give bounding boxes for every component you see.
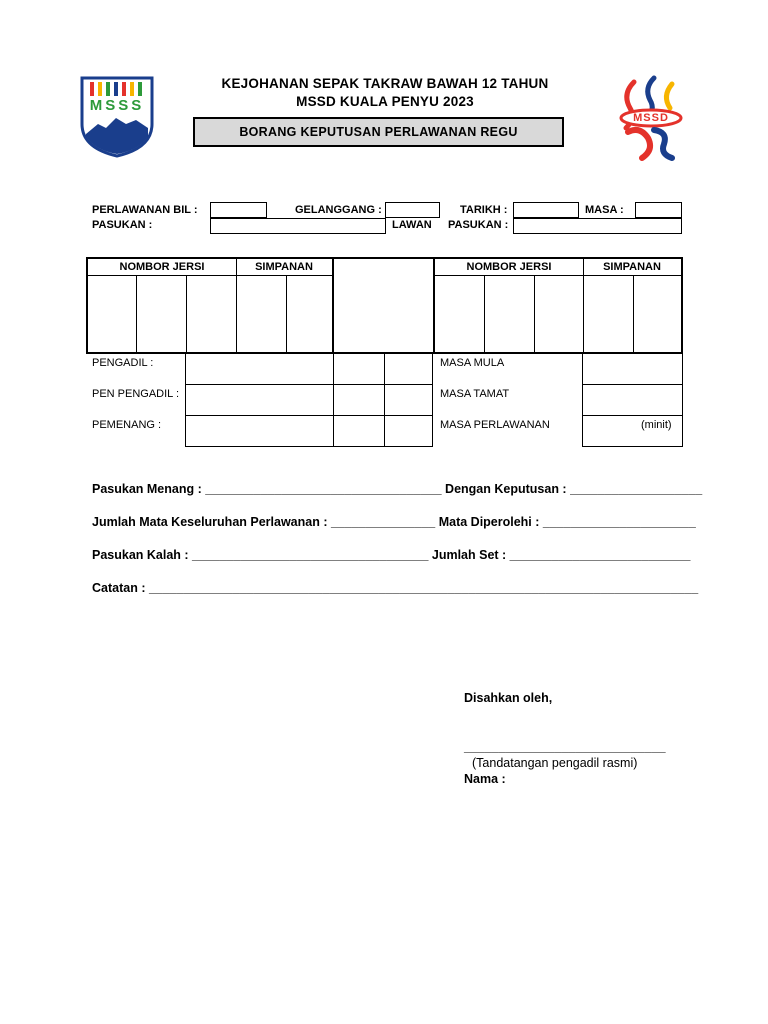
pasukan-kalah-row[interactable]: Pasukan Kalah : __________________________________ Jumlah Set : __________________________	[92, 548, 691, 562]
pemenang-label: PEMENANG :	[92, 419, 162, 431]
perlawanan-bil-field[interactable]	[210, 202, 267, 218]
simpanan-header-2: SIMPANAN	[603, 261, 661, 273]
time-grid	[582, 354, 683, 447]
jumlah-mata-row[interactable]: Jumlah Mata Keseluruhan Perlawanan : _______________ Mata Diperolehi : ______________________	[92, 515, 696, 529]
disahkan-label: Disahkan oleh,	[464, 691, 553, 705]
nama-label: Nama :	[464, 772, 506, 786]
tarikh-field[interactable]	[513, 202, 579, 218]
form-title: BORANG KEPUTUSAN PERLAWANAN REGU	[193, 117, 564, 147]
nombor-jersi-header: NOMBOR JERSI	[119, 261, 205, 273]
lawan-label: LAWAN	[392, 219, 432, 231]
tarikh-label: TARIKH :	[460, 204, 508, 216]
mssd-logo-text: MSSD	[633, 112, 669, 124]
msss-logo	[80, 76, 154, 158]
officials-grid	[185, 354, 433, 447]
pen-pengadil-label: PEN PENGADIL :	[92, 388, 180, 400]
masa-field[interactable]	[635, 202, 682, 218]
simpanan-header: SIMPANAN	[255, 261, 313, 273]
tandatangan-label: (Tandatangan pengadil rasmi)	[472, 756, 638, 770]
msss-logo-text: MSSS	[89, 97, 145, 114]
signature-line[interactable]: _____________________________	[464, 740, 666, 754]
pasukan-label: PASUKAN :	[92, 219, 153, 231]
jersey-table-right	[433, 257, 683, 354]
tournament-subtitle: MSSD KUALA PENYU 2023	[296, 94, 474, 109]
masa-mula-label: MASA MULA	[440, 357, 505, 369]
gelanggang-field[interactable]	[385, 202, 440, 218]
pasukan-menang-row[interactable]: Pasukan Menang : __________________________________ Dengan Keputusan : ___________________	[92, 482, 703, 496]
catatan-row[interactable]: Catatan : _______________________________________________________________________________	[92, 581, 699, 595]
mssd-logo	[614, 74, 688, 164]
gelanggang-label: GELANGGANG :	[295, 204, 382, 216]
minit-label: (minit)	[641, 419, 672, 431]
jersey-table-middle	[334, 257, 433, 354]
jersey-table-left	[86, 257, 334, 354]
pasukan-field[interactable]	[210, 218, 386, 234]
perlawanan-bil-label: PERLAWANAN BIL :	[92, 204, 198, 216]
masa-perlawanan-label: MASA PERLAWANAN	[440, 419, 550, 431]
tournament-title: KEJOHANAN SEPAK TAKRAW BAWAH 12 TAHUN	[221, 76, 549, 91]
msss-shield-icon	[80, 76, 154, 158]
masa-label: MASA :	[585, 204, 624, 216]
pengadil-label: PENGADIL :	[92, 357, 154, 369]
pasukan-lawan-label: PASUKAN :	[448, 219, 509, 231]
nombor-jersi-header-2: NOMBOR JERSI	[466, 261, 552, 273]
pasukan-lawan-field[interactable]	[513, 218, 682, 234]
masa-tamat-label: MASA TAMAT	[440, 388, 510, 400]
